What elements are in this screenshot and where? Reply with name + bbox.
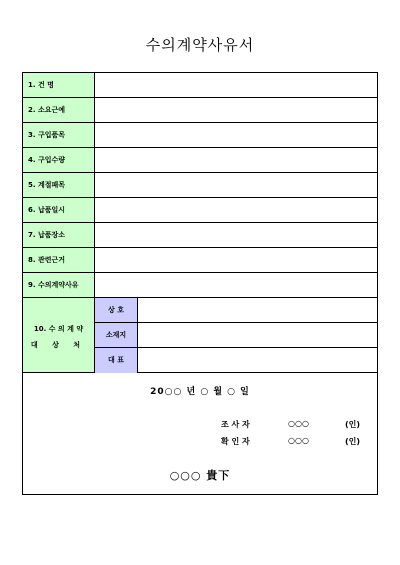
row-label: 1. 건 명	[23, 73, 95, 97]
delivery-date-field[interactable]	[95, 198, 377, 222]
contract-item-field[interactable]	[95, 173, 377, 197]
investigator-seal: (인)	[345, 420, 361, 429]
contract-reason-field[interactable]	[95, 273, 377, 297]
counterparty-label	[23, 298, 95, 372]
counterparty-label-line1: 10. 수 의 계 약	[33, 325, 84, 333]
form-row-delivery-date	[23, 198, 377, 223]
row-label: 4. 구입수량	[23, 148, 95, 172]
counterparty-label-line2: 대 상 처	[30, 341, 87, 349]
confirmer-name: ○○○	[288, 436, 309, 445]
signature-section	[23, 373, 377, 494]
document-date: 20○○ 년 ○ 월 ○ 일	[150, 387, 250, 397]
form-row-contract-item	[23, 173, 377, 198]
row-label: 2. 소요근예	[23, 98, 95, 122]
subject-field[interactable]	[95, 73, 377, 97]
items-field[interactable]	[95, 123, 377, 147]
quantity-field[interactable]	[95, 148, 377, 172]
form-row-subject	[23, 73, 377, 98]
delivery-place-field[interactable]	[95, 223, 377, 247]
row-label: 7. 납품장소	[23, 223, 95, 247]
form-row-budget	[23, 98, 377, 123]
contract-form	[22, 72, 378, 495]
confirmer-seal: (인)	[345, 437, 361, 446]
representative-label: 대 표	[95, 348, 138, 373]
budget-field[interactable]	[95, 98, 377, 122]
company-name-row	[95, 298, 377, 323]
investigator-label: 조 사 자	[221, 420, 250, 429]
form-row-contract-reason	[23, 273, 377, 298]
form-row-quantity	[23, 148, 377, 173]
company-name-label: 상 호	[95, 298, 138, 322]
addressee: ○○○ 貴下	[169, 469, 231, 482]
form-row-items	[23, 123, 377, 148]
counterparty-block	[23, 298, 377, 373]
confirmer-label: 확 인 자	[221, 437, 250, 446]
row-label: 5. 계절패목	[23, 173, 95, 197]
row-label: 8. 관련근거	[23, 248, 95, 272]
form-row-delivery-place	[23, 223, 377, 248]
row-label: 6. 납품일시	[23, 198, 95, 222]
address-row	[95, 323, 377, 348]
address-label: 소재지	[95, 323, 138, 347]
representative-row	[95, 348, 377, 373]
row-label: 9. 수의계약사유	[23, 273, 95, 297]
legal-basis-field[interactable]	[95, 248, 377, 272]
document-title: 수의계약사유서	[145, 36, 255, 54]
row-label: 3. 구입품목	[23, 123, 95, 147]
form-row-legal-basis	[23, 248, 377, 273]
investigator-name: ○○○	[288, 419, 309, 428]
